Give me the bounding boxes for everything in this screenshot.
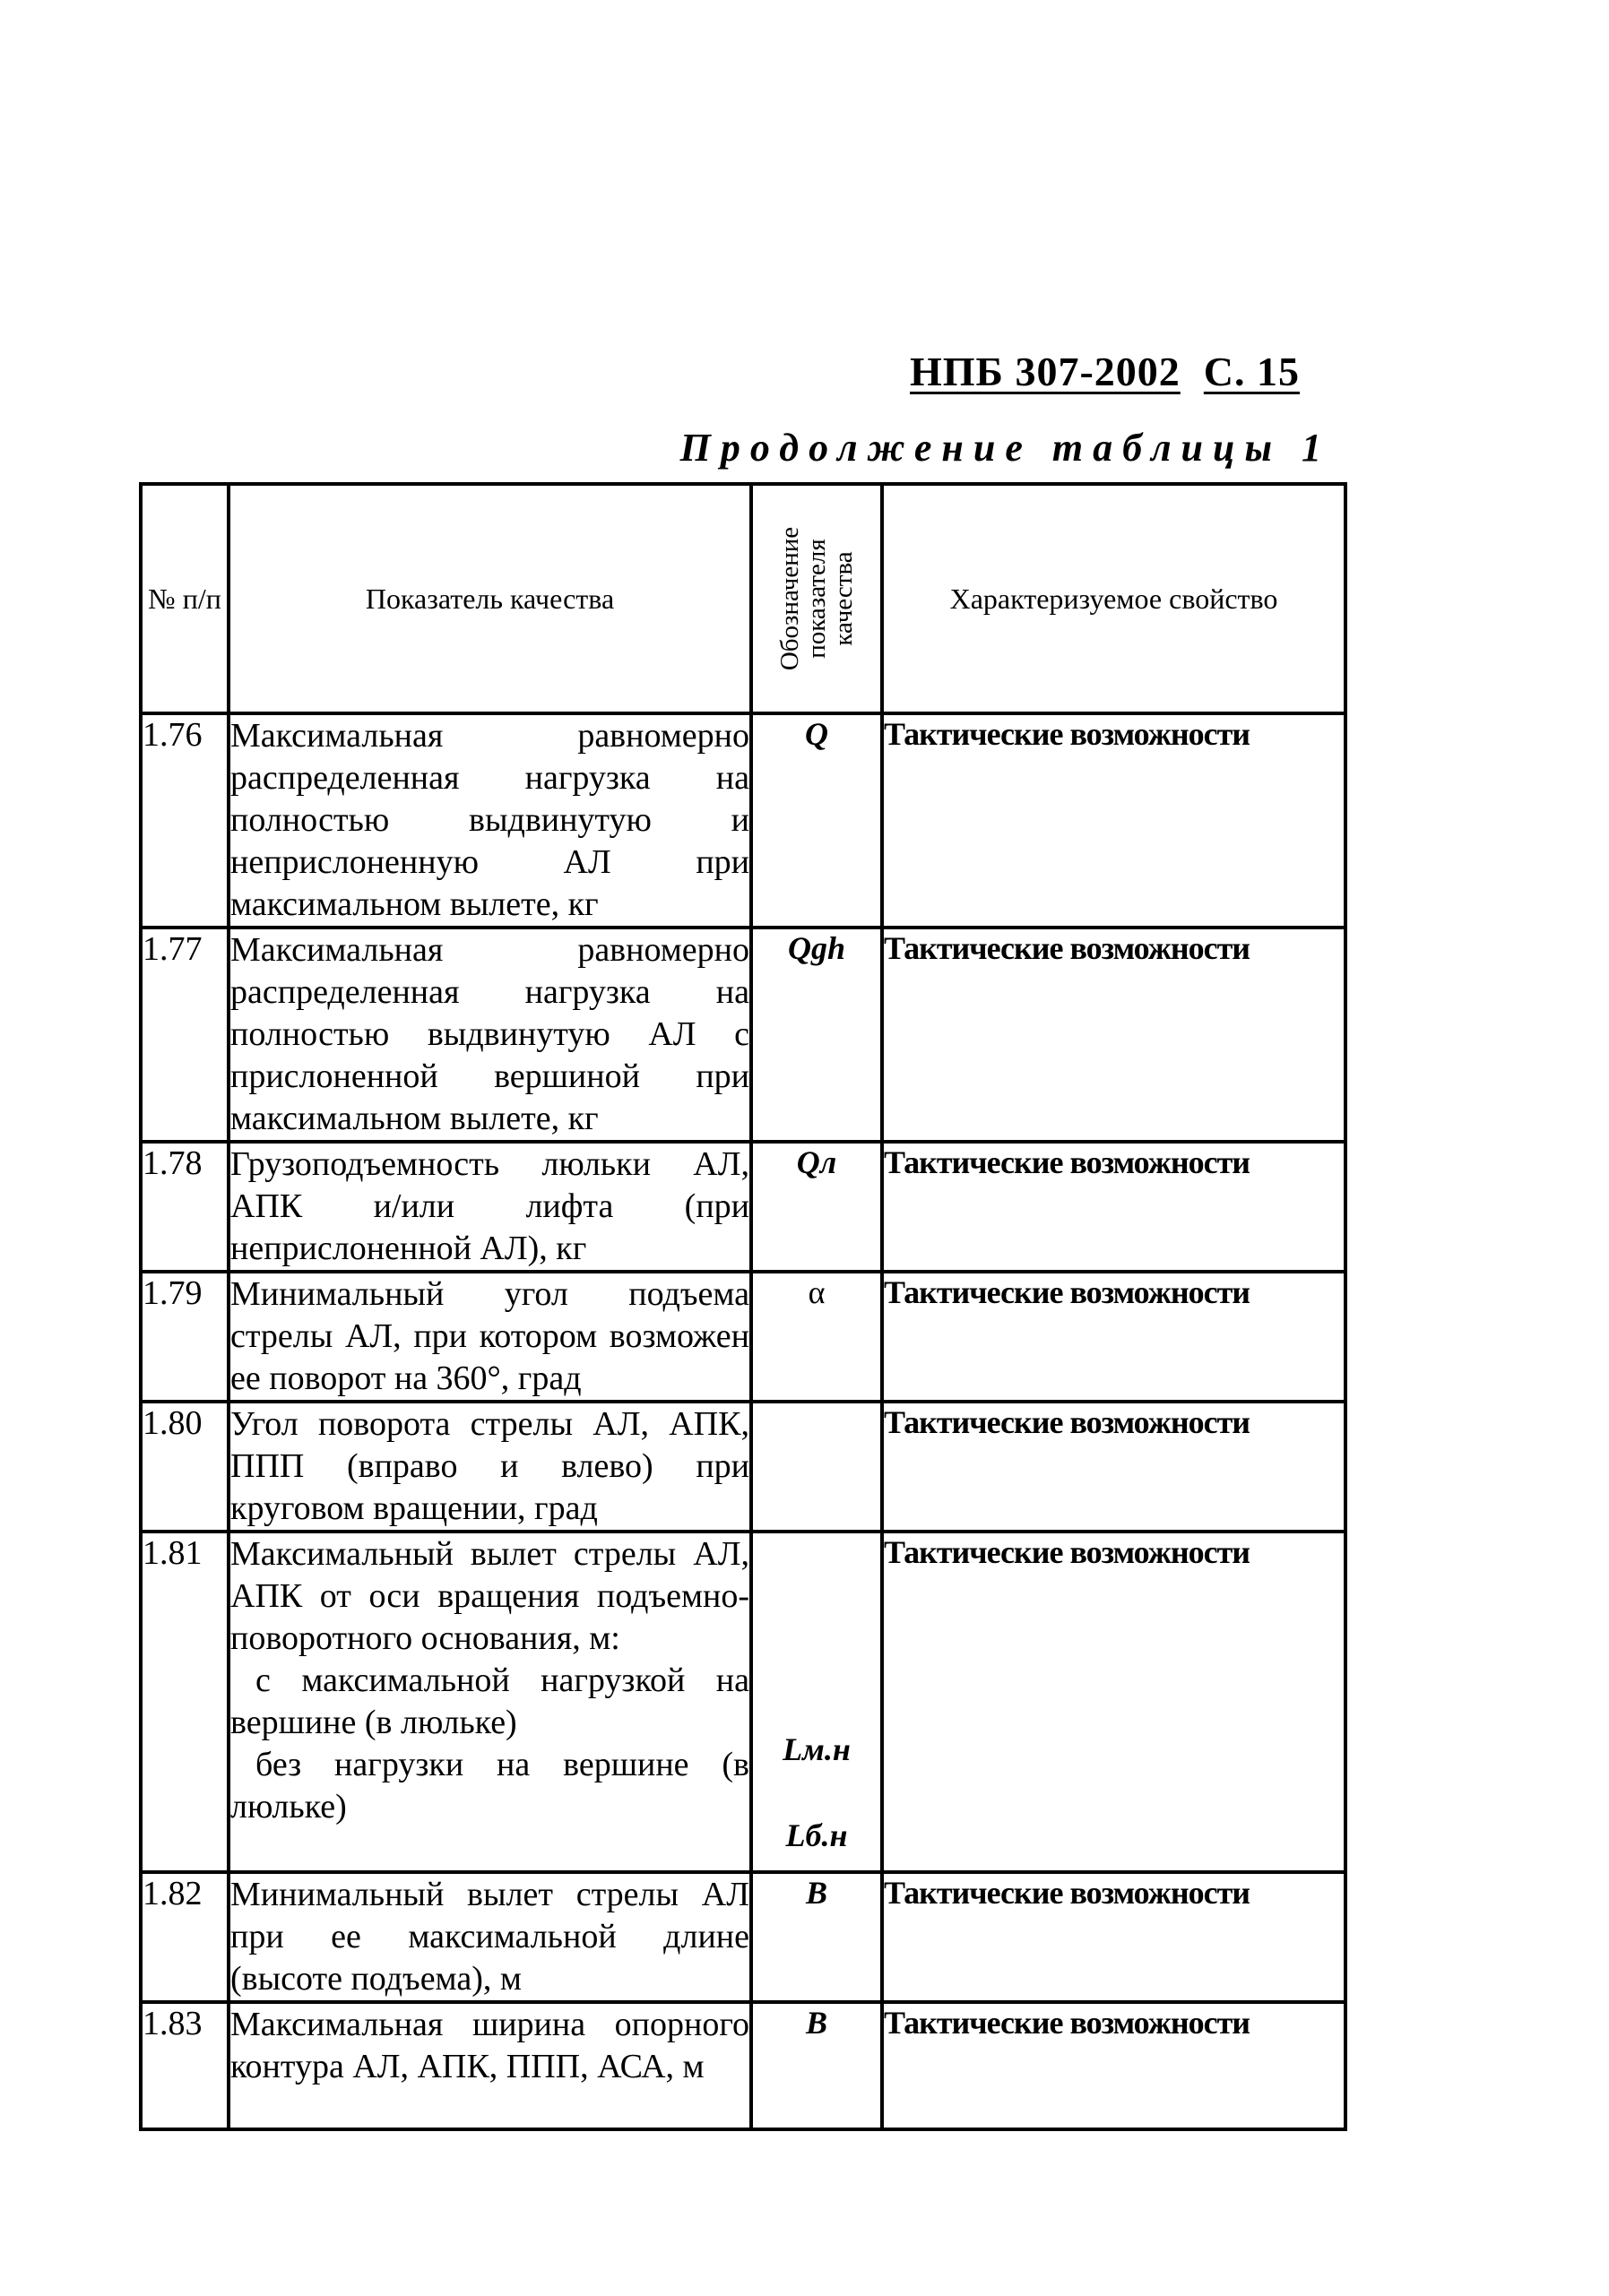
table-row [141, 1272, 1345, 1402]
indicator-text: Максимальный вылет стрелы АЛ, АПК от оси вращения подъемно-поворотного основания, м: [230, 1535, 749, 1657]
indicator-subitem-without-load: без нагрузки на вершине (в люльке) [230, 1746, 749, 1826]
indicator-text: Грузоподъемность люльки АЛ, АПК и/или лифта (при неприслоненной АЛ), кг [229, 1142, 751, 1272]
row-number: 1.76 [141, 713, 229, 928]
row-number: 1.78 [141, 1142, 229, 1272]
table-row [141, 1872, 1345, 2002]
indicator-text: Максимальная ширина опорного контура АЛ, АПК, ППП, АСА, м [229, 2002, 751, 2129]
indicator-symbol: Qgh [751, 928, 882, 1142]
indicator-text: Минимальный вылет стрелы АЛ при ее максимальной длине (высоте подъема), м [229, 1872, 751, 2002]
column-header-indicator: Показатель качества [229, 484, 751, 713]
table-row [141, 713, 1345, 928]
indicator-symbol: B [751, 2002, 882, 2129]
indicator-text: Угол поворота стрелы АЛ, АПК, ППП (вправо и влево) при круговом вращении, град [229, 1402, 751, 1532]
indicator-symbol: Q [751, 713, 882, 928]
characterized-property: Тактические возможности [882, 2002, 1345, 2129]
indicators-table [139, 482, 1347, 2131]
document-header [910, 348, 1300, 395]
indicator-symbol: Lм.н [783, 1731, 851, 1767]
table-continuation-caption: Продолжение таблицы 1 [679, 426, 1331, 470]
indicator-text: Максимальная равномерно распределенная нагрузка на полностью выдвинутую и неприслоненную АЛ при максимальном вылете, кг [229, 713, 751, 928]
column-header-property: Характеризуемое свойство [882, 484, 1345, 713]
indicator-symbol [751, 1402, 882, 1532]
characterized-property: Тактические возможности [882, 1872, 1345, 2002]
indicator-cell [229, 1532, 751, 1872]
column-header-symbol-text: Обозначение показателя качества [775, 526, 858, 671]
characterized-property: Тактические возможности [882, 713, 1345, 928]
table-header-row [141, 484, 1345, 713]
characterized-property: Тактические возможности [882, 1532, 1345, 1872]
indicator-symbol: α [751, 1272, 882, 1402]
table-row [141, 1142, 1345, 1272]
column-header-symbol [751, 484, 882, 713]
row-number: 1.77 [141, 928, 229, 1142]
characterized-property: Тактические возможности [882, 1142, 1345, 1272]
table-row [141, 1402, 1345, 1532]
indicator-symbol-cell [751, 1532, 882, 1872]
table-row [141, 1532, 1345, 1872]
characterized-property: Тактические возможности [882, 928, 1345, 1142]
indicator-subitem-with-load: с максимальной нагрузкой на вершине (в люльке) [230, 1662, 749, 1741]
indicator-symbol: B [751, 1872, 882, 2002]
characterized-property: Тактические возможности [882, 1402, 1345, 1532]
row-number: 1.80 [141, 1402, 229, 1532]
indicator-symbol: Qл [751, 1142, 882, 1272]
indicator-symbol: Lб.н [785, 1817, 848, 1853]
page-number: С. 15 [1203, 349, 1301, 394]
characterized-property: Тактические возможности [882, 1272, 1345, 1402]
row-number: 1.82 [141, 1872, 229, 2002]
document-code: НПБ 307-2002 [910, 349, 1181, 394]
indicator-text: Максимальная равномерно распределенная нагрузка на полностью выдвинутую АЛ с прислоненной вершиной при максимальном вылете, кг [229, 928, 751, 1142]
table-row [141, 928, 1345, 1142]
column-header-no: № п/п [141, 484, 229, 713]
row-number: 1.79 [141, 1272, 229, 1402]
row-number: 1.83 [141, 2002, 229, 2129]
indicator-text: Минимальный угол подъема стрелы АЛ, при котором возможен ее поворот на 360°, град [229, 1272, 751, 1402]
row-number: 1.81 [141, 1532, 229, 1872]
table-row [141, 2002, 1345, 2129]
